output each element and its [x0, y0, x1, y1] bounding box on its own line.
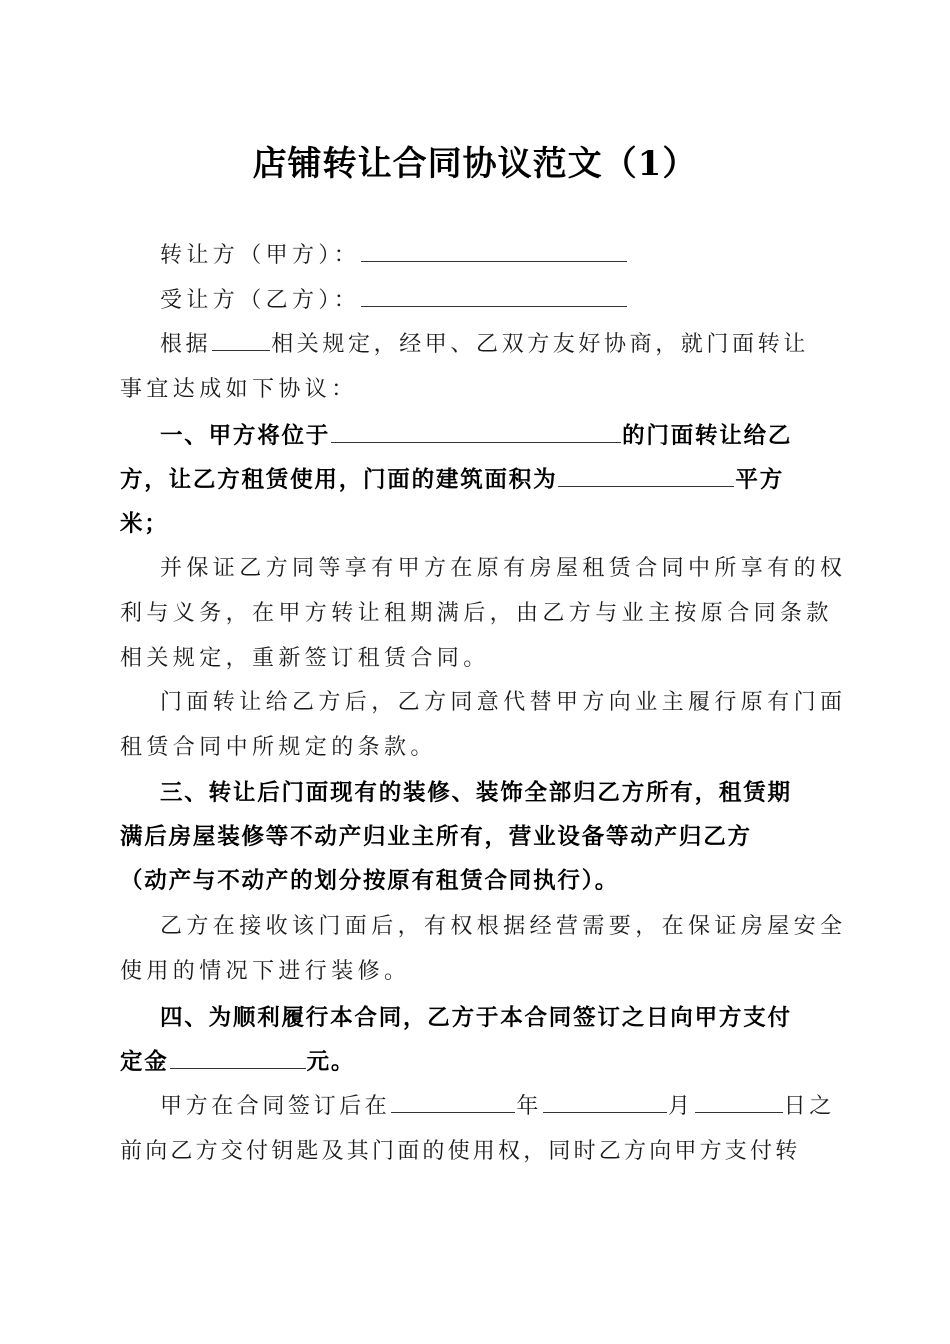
renovation-line-1: 乙方在接收该门面后，有权根据经营需要，在保证房屋安全 — [160, 914, 847, 939]
clause3-line-2: 满后房屋装修等不动产归业主所有，营业设备等动产归乙方 — [120, 824, 752, 850]
transferee-label: 受让方（乙方）： — [160, 288, 361, 313]
transferee-blank[interactable] — [361, 284, 627, 307]
intro-line-1 — [160, 327, 825, 358]
clause4-text-b: 元。 — [306, 1049, 356, 1075]
keys-line-1 — [160, 1089, 835, 1120]
clause3-line-1: 三、转让后门面现有的装修、装饰全部归乙方所有，租赁期 — [160, 780, 792, 806]
clause3-line-3: （动产与不动产的划分按原有租赁合同执行）。 — [120, 868, 620, 894]
keys-text-year: 年 — [516, 1094, 543, 1119]
clause4-line-1: 四、为顺利履行本合同，乙方于本合同签订之日向甲方支付 — [160, 1005, 792, 1031]
rights-line-1: 并保证乙方同等享有甲方在原有房屋租赁合同中所享有的权 — [160, 556, 847, 581]
month-blank[interactable] — [543, 1090, 667, 1113]
renovation-line-2: 使用的情况下进行装修。 — [120, 959, 411, 984]
day-blank[interactable] — [695, 1090, 783, 1113]
transferor-label: 转让方（甲方）： — [160, 243, 361, 268]
intro-line-2: 事宜达成如下协议： — [120, 377, 358, 402]
location-blank[interactable] — [331, 420, 621, 443]
clause1-text-c: 方，让乙方租赁使用，门面的建筑面积为 — [120, 467, 558, 493]
keys-text-day: 日之 — [783, 1094, 835, 1119]
clause1-text-a: 一、甲方将位于 — [160, 423, 331, 449]
regulation-blank[interactable] — [212, 328, 270, 351]
document-title: 店铺转让合同协议范文（1） — [252, 144, 698, 184]
intro-text-a: 根据 — [160, 332, 212, 357]
rights-line-2: 利与义务，在甲方转让租期满后，由乙方与业主按原合同条款 — [120, 601, 833, 626]
deposit-blank[interactable] — [170, 1046, 306, 1069]
rights-line-3: 相关规定，重新签订租赁合同。 — [120, 646, 490, 671]
clause1-text-d: 平方 — [735, 467, 785, 493]
obligations-line-1: 门面转让给乙方后，乙方同意代替甲方向业主履行原有门面 — [160, 690, 847, 715]
transferor-line — [160, 238, 825, 269]
intro-text-b: 相关规定，经甲、乙双方友好协商，就门面转让 — [271, 332, 809, 357]
clause1-line-3: 米； — [120, 511, 169, 537]
clause1-text-b: 的门面转让给乙 — [622, 423, 793, 449]
transferor-blank[interactable] — [361, 239, 627, 262]
clause4-line-2 — [120, 1044, 825, 1076]
obligations-line-2: 租赁合同中所规定的条款。 — [120, 735, 437, 760]
keys-text-a: 甲方在合同签订后在 — [160, 1094, 391, 1119]
clause4-text-a: 定金 — [120, 1049, 169, 1075]
transferee-line — [160, 283, 825, 314]
keys-line-2: 前向乙方交付钥匙及其门面的使用权，同时乙方向甲方支付转 — [120, 1139, 801, 1164]
area-blank[interactable] — [558, 464, 734, 487]
clause1-line-2 — [120, 462, 825, 494]
year-blank[interactable] — [391, 1090, 515, 1113]
clause1-line-1 — [160, 418, 825, 450]
keys-text-month: 月 — [668, 1094, 694, 1119]
